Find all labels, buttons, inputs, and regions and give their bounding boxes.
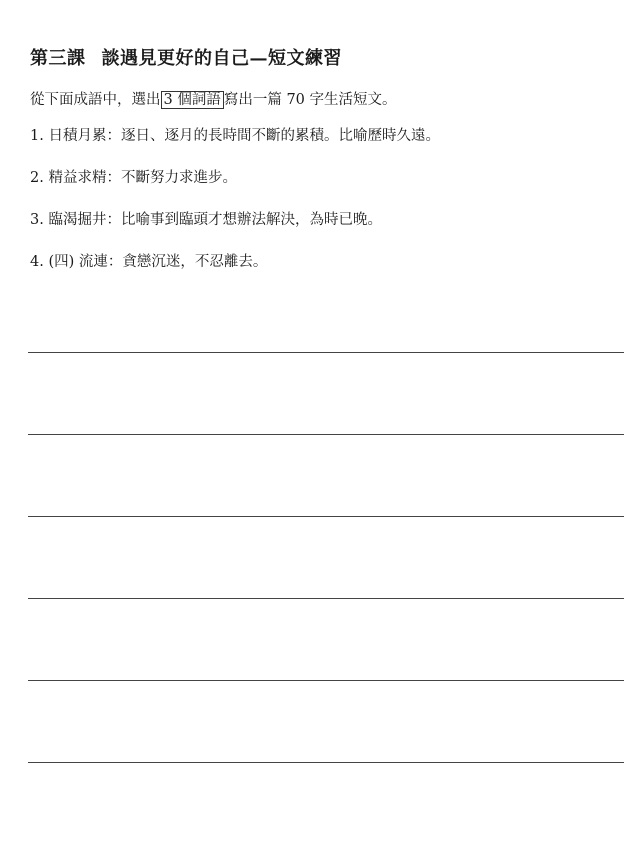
idiom-number: 4. bbox=[30, 254, 44, 270]
idiom-term: 日積月累 bbox=[48, 128, 107, 144]
idiom-item-2 bbox=[30, 168, 440, 210]
writing-line[interactable] bbox=[28, 762, 624, 763]
idiom-list bbox=[30, 126, 440, 294]
writing-line[interactable] bbox=[28, 434, 624, 435]
idiom-item-1 bbox=[30, 126, 440, 168]
lesson-number: 第三課 bbox=[30, 48, 86, 69]
writing-area[interactable] bbox=[28, 352, 624, 844]
instruction-after: 寫出一篇 70 字生活短文。 bbox=[223, 92, 397, 108]
idiom-definition: ：貪戀沉迷，不忍離去。 bbox=[107, 254, 268, 270]
idiom-definition: ：不斷努力求進步。 bbox=[106, 170, 237, 186]
writing-line[interactable] bbox=[28, 352, 624, 353]
writing-line[interactable] bbox=[28, 680, 624, 681]
idiom-number: 3. bbox=[30, 212, 44, 228]
idiom-number: 1. bbox=[30, 128, 44, 144]
writing-line[interactable] bbox=[28, 598, 624, 599]
idiom-item-4 bbox=[30, 252, 440, 294]
worksheet-title bbox=[30, 44, 342, 70]
idiom-term: 精益求精 bbox=[48, 170, 107, 186]
idiom-number: 2. bbox=[30, 170, 44, 186]
writing-line[interactable] bbox=[28, 516, 624, 517]
idiom-definition: ：比喻事到臨頭才想辦法解決，為時已晚。 bbox=[106, 212, 382, 228]
idiom-term: (四) 流連 bbox=[48, 254, 108, 270]
idiom-term: 臨渴掘井 bbox=[48, 212, 107, 228]
instruction-text bbox=[30, 88, 397, 109]
instruction-before: 從下面成語中，選出 bbox=[30, 92, 161, 108]
idiom-item-3 bbox=[30, 210, 440, 252]
instruction-boxed-count: 3 個詞語 bbox=[161, 91, 224, 109]
idiom-definition: ：逐日、逐月的長時間不斷的累積。比喻歷時久遠。 bbox=[106, 128, 440, 144]
lesson-name: 談遇見更好的自己—短文練習 bbox=[101, 48, 342, 69]
